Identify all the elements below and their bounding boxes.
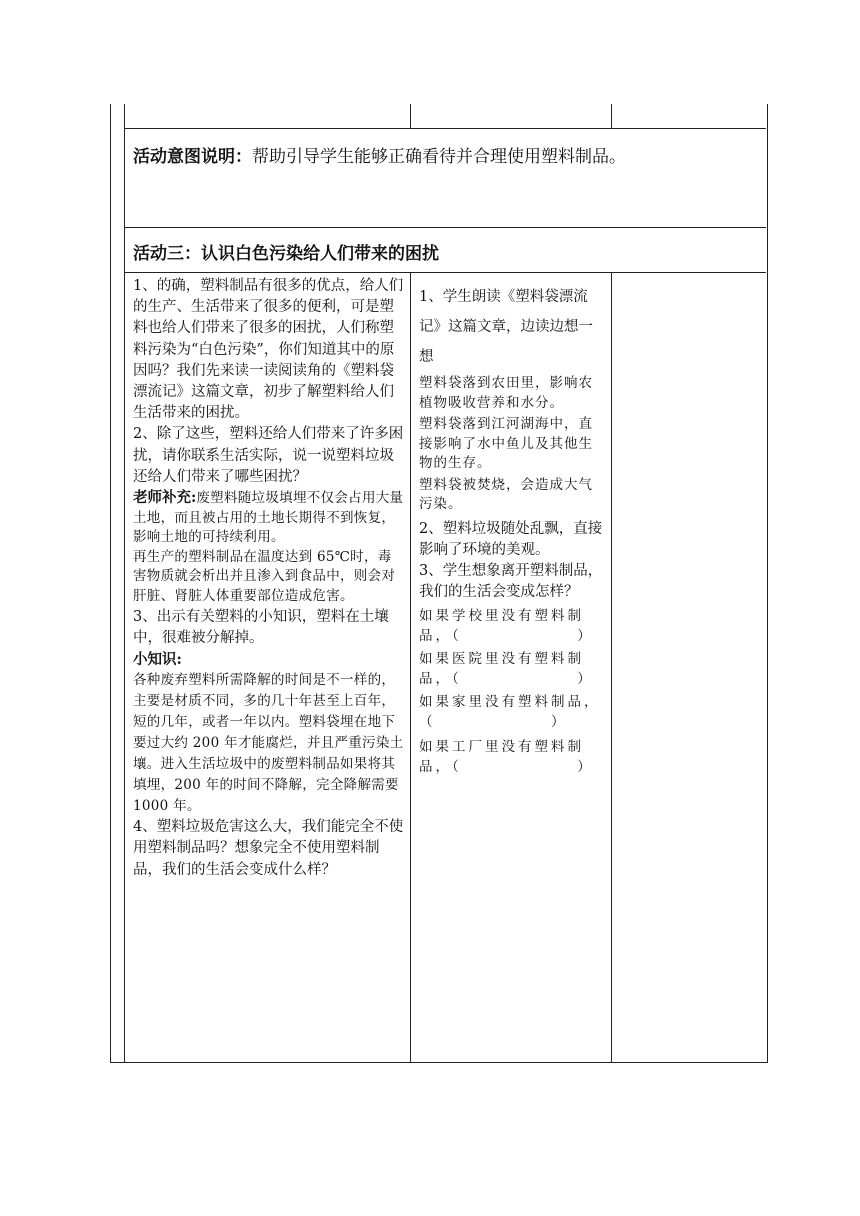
knowledge-text: 各种废弃塑料所需降解的时间是不一样的，主要是材质不同，多的几十年甚至上百年，短的几年，或者一年以内。塑料袋埋在地下要过大约 200 年才能腐烂，并且严重污染土壤。进入生活垃圾中的废塑料制品如果将其填埋，200 年的时间不降解，完全降解需要 1000 年。	[133, 672, 404, 815]
fill-blank-home: 如果家里没有塑料制品，（ ）	[419, 694, 601, 730]
row-divider	[124, 227, 766, 228]
student-effect-water: 塑料袋落到江河湖海中，直接影响了水中鱼儿及其他生物的生存。	[419, 416, 593, 471]
student-activity-cell	[419, 282, 605, 777]
teacher-step-3: 3、出示有关塑料的小知识，塑料在土壤中，很难被分解掉。	[133, 608, 389, 646]
student-effect-burning: 塑料袋被焚烧，会造成大气污染。	[419, 476, 593, 512]
fill-blank-hospital: 如果医院里没有塑料制品，（ ）	[419, 651, 594, 687]
column-divider	[410, 272, 411, 1062]
teacher-step-4: 4、塑料垃圾危害这么大，我们能完全不使用塑料制品吗？想象完全不使用塑料制品，我们的生活会变成什么样？	[133, 819, 404, 878]
student-step-3: 3、学生想象离开塑料制品，我们的生活会变成怎样？	[419, 562, 603, 601]
teacher-reproduce-note: 再生产的塑料制品在温度达到 65℃时，毒害物质就会析出并且渗入到食品中，则会对肝脏、肾脏人体重要部位造成危害。	[133, 548, 396, 604]
student-step-1: 1、学生朗读《塑料袋漂流记》这篇文章，边读边想一想	[419, 289, 593, 365]
fill-blank-school: 如果学校里没有塑料制品，（ ）	[419, 608, 594, 644]
table-inner-left-border	[124, 104, 125, 1062]
teacher-step-1: 1、的确，塑料制品有很多的优点，给人们的生产、生活带来了很多的便利，可是塑料也给人们带来了很多的困扰，人们称塑料污染为“白色污染”，你们知道其中的原因吗？我们先来读一读阅读角的《塑料袋漂流记》这篇文章，初步了解塑料给人们生活带来的困扰。	[133, 278, 404, 422]
student-effect-farmland: 塑料袋落到农田里，影响农植物吸收营养和水分。	[419, 375, 593, 411]
intent-text: 帮助引导学生能够正确看待并合理使用塑料制品。	[252, 147, 626, 167]
row-divider	[124, 272, 766, 273]
column-divider	[611, 104, 612, 128]
teacher-supplement	[133, 488, 405, 548]
column-divider	[611, 272, 612, 1062]
column-divider	[410, 104, 411, 128]
supplement-text: 废塑料随垃圾填埋不仅会占用大量土地，而且被占用的土地长期得不到恢复，影响土地的可持续利用。	[133, 490, 404, 546]
intent-label: 活动意图说明：	[133, 147, 252, 167]
row-divider	[124, 128, 766, 129]
teacher-activity-cell	[133, 276, 405, 881]
knowledge-label: 小知识:	[133, 651, 182, 668]
student-step-2: 2、塑料垃圾随处乱飘，直接影响了环境的美观。	[419, 520, 603, 558]
fill-blank-factory: 如果工厂里没有塑料制品，（ ）	[419, 739, 594, 775]
supplement-label: 老师补充:	[133, 489, 197, 507]
teacher-step-2: 2、除了这些，塑料还给人们带来了许多困扰，请你联系生活实际，说一说塑料垃圾还给人们带来了哪些困扰？	[133, 426, 404, 485]
intent-heading	[133, 142, 626, 167]
activity-title-text: 活动三：认识白色污染给人们带来的困扰	[133, 244, 439, 264]
activity-title	[133, 239, 439, 264]
